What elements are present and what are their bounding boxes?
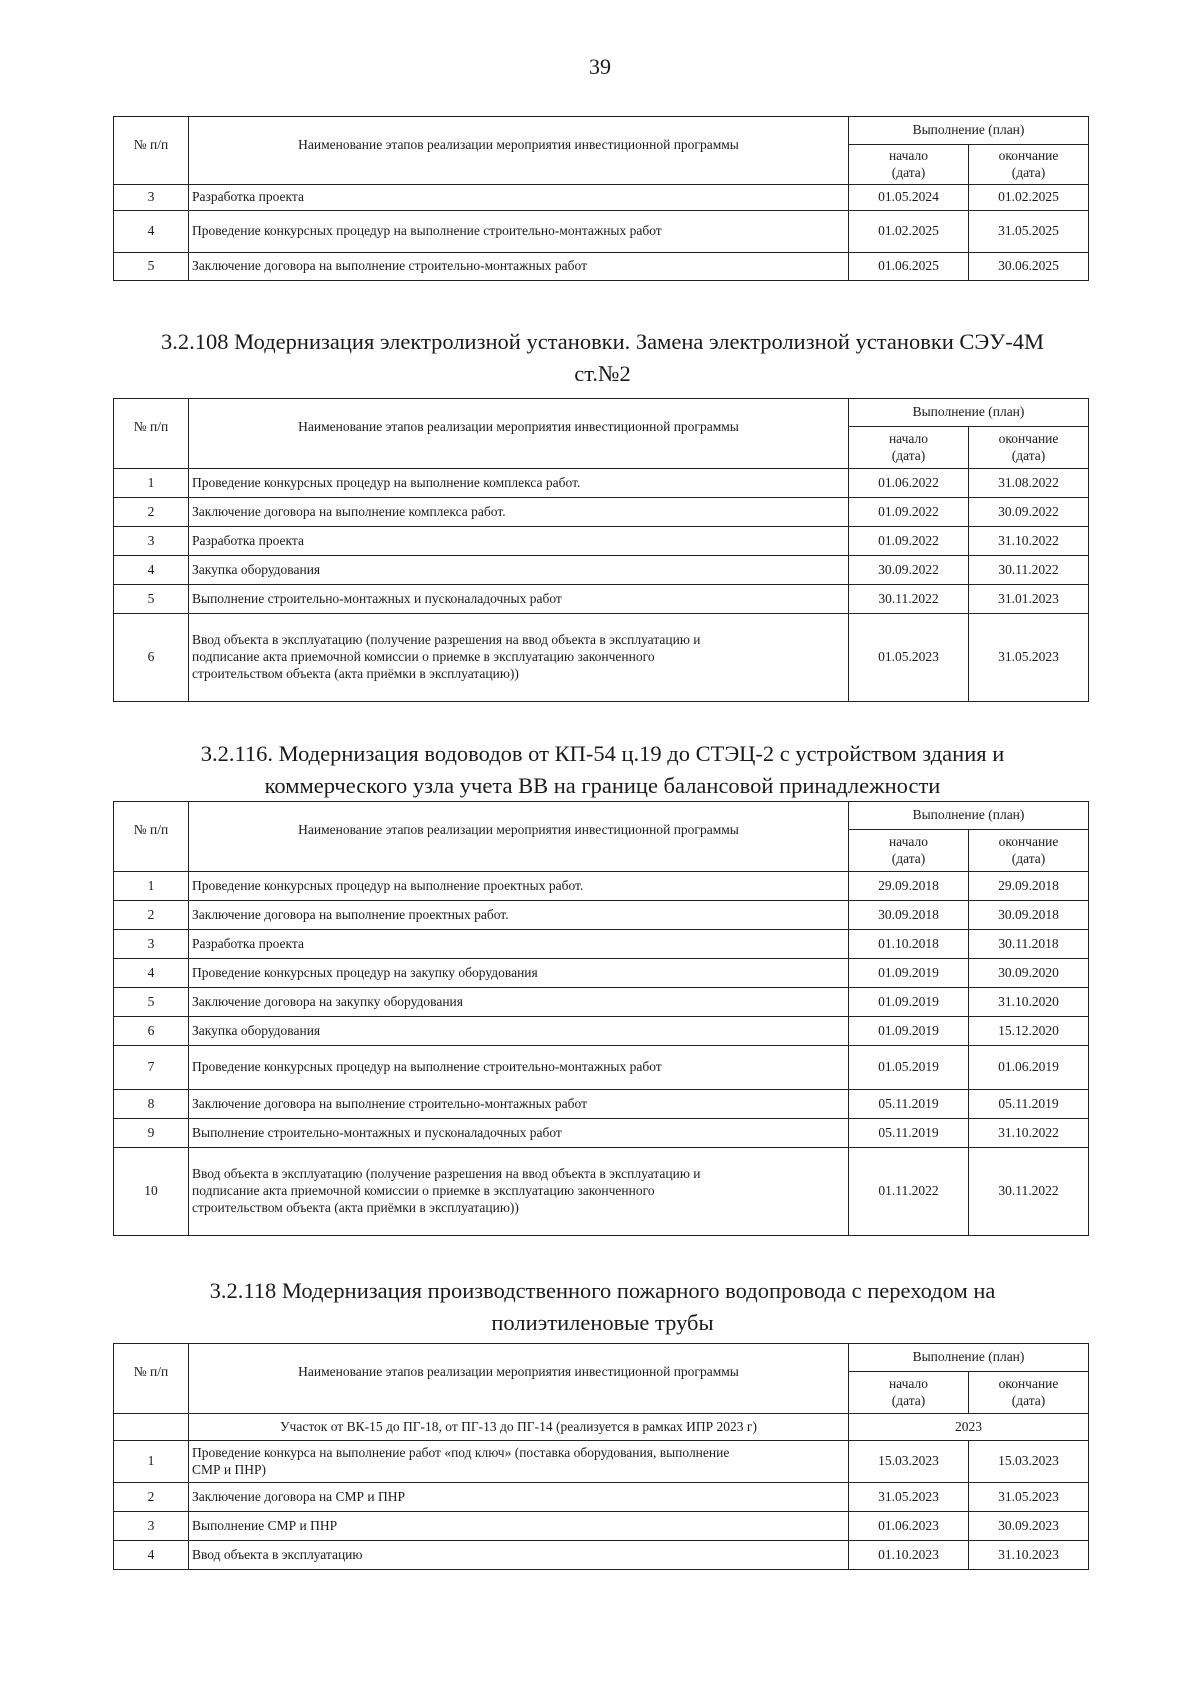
table-row: 3 Разработка проекта 01.05.2024 01.02.2025 [114, 185, 1089, 211]
subheader-name: Участок от ВК-15 до ПГ-18, от ПГ-13 до ПГ-14 (реализуется в рамках ИПР 2023 г) [189, 1414, 849, 1441]
header-num: № п/п [114, 399, 189, 469]
header-start: начало (дата) [849, 1372, 969, 1414]
table-row: 6 Ввод объекта в эксплуатацию (получение разрешения на ввод объекта в эксплуатацию и подписание акта приемочной комиссии о приемке в эксплуатацию законченного строительством объекта (акта приёмки в эксплуатацию)) 01.05.2023 31.05.2023 [114, 614, 1089, 702]
table-row: 5 Заключение договора на закупку оборудования 01.09.2019 31.10.2020 [114, 988, 1089, 1017]
table-row: 7 Проведение конкурсных процедур на выполнение строительно-монтажных работ 01.05.2019 01.06.2019 [114, 1046, 1089, 1090]
table-row: 8 Заключение договора на выполнение строительно-монтажных работ 05.11.2019 05.11.2019 [114, 1090, 1089, 1119]
table-row: 10 Ввод объекта в эксплуатацию (получение разрешения на ввод объекта в эксплуатацию и подписание акта приемочной комиссии о приемке в эксплуатацию законченного строительством объекта (акта приёмки в эксплуатацию)) 01.11.2022 30.11.2022 [114, 1148, 1089, 1236]
header-name: Наименование этапов реализации мероприятия инвестиционной программы [189, 802, 849, 872]
header-num: № п/п [114, 1344, 189, 1414]
table-row: 3 Выполнение СМР и ПНР 01.06.2023 30.09.2023 [114, 1512, 1089, 1541]
section-title-3-2-108: 3.2.108 Модернизация электролизной установки. Замена электролизной установки СЭУ-4М ст.№2 [161, 329, 1044, 386]
table-row: 5 Выполнение строительно-монтажных и пусконаладочных работ 30.11.2022 31.01.2023 [114, 585, 1089, 614]
table-row: 1 Проведение конкурса на выполнение работ «под ключ» (поставка оборудования, выполнение СМР и ПНР) 15.03.2023 15.03.2023 [114, 1441, 1089, 1483]
table-row: 4 Ввод объекта в эксплуатацию 01.10.2023 31.10.2023 [114, 1541, 1089, 1570]
table-row: 6 Закупка оборудования 01.09.2019 15.12.2020 [114, 1017, 1089, 1046]
stages-table-1 [113, 116, 1089, 281]
subheader-year: 2023 [849, 1414, 1089, 1441]
page-number: 39 [589, 54, 611, 79]
table-row: 9 Выполнение строительно-монтажных и пусконаладочных работ 05.11.2019 31.10.2022 [114, 1119, 1089, 1148]
table-row: 2 Заключение договора на СМР и ПНР 31.05.2023 31.05.2023 [114, 1483, 1089, 1512]
header-name: Наименование этапов реализации мероприятия инвестиционной программы [189, 1344, 849, 1414]
header-start: начало (дата) [849, 427, 969, 469]
header-start: начало (дата) [849, 145, 969, 185]
header-exec: Выполнение (план) [849, 802, 1089, 830]
subheader-row [114, 1414, 1089, 1441]
table-row: 3 Разработка проекта 01.09.2022 31.10.2022 [114, 527, 1089, 556]
header-num: № п/п [114, 117, 189, 185]
table-row: 4 Проведение конкурсных процедур на закупку оборудования 01.09.2019 30.09.2020 [114, 959, 1089, 988]
header-exec: Выполнение (план) [849, 117, 1089, 145]
stages-table-3 [113, 801, 1089, 1236]
stages-table-2 [113, 398, 1089, 702]
header-end: окончание (дата) [969, 1372, 1089, 1414]
header-num: № п/п [114, 802, 189, 872]
header-name: Наименование этапов реализации мероприятия инвестиционной программы [189, 399, 849, 469]
table-row: 3 Разработка проекта 01.10.2018 30.11.2018 [114, 930, 1089, 959]
table-row: 2 Заключение договора на выполнение комплекса работ. 01.09.2022 30.09.2022 [114, 498, 1089, 527]
table-row: 1 Проведение конкурсных процедур на выполнение комплекса работ. 01.06.2022 31.08.2022 [114, 469, 1089, 498]
header-end: окончание (дата) [969, 145, 1089, 185]
stages-table-4 [113, 1343, 1089, 1570]
section-title-3-2-118: 3.2.118 Модернизация производственного пожарного водопровода с переходом на полиэтиленовые трубы [209, 1278, 996, 1335]
header-start: начало (дата) [849, 830, 969, 872]
header-end: окончание (дата) [969, 427, 1089, 469]
table-row: 4 Проведение конкурсных процедур на выполнение строительно-монтажных работ 01.02.2025 31.05.2025 [114, 211, 1089, 253]
header-exec: Выполнение (план) [849, 1344, 1089, 1372]
table-row: 5 Заключение договора на выполнение строительно-монтажных работ 01.06.2025 30.06.2025 [114, 253, 1089, 281]
table-row: 4 Закупка оборудования 30.09.2022 30.11.2022 [114, 556, 1089, 585]
header-exec: Выполнение (план) [849, 399, 1089, 427]
section-title-3-2-116: 3.2.116. Модернизация водоводов от КП-54 ц.19 до СТЭЦ-2 с устройством здания и коммерческого узла учета ВВ на границе балансовой принадлежности [200, 741, 1005, 798]
header-end: окончание (дата) [969, 830, 1089, 872]
header-name: Наименование этапов реализации мероприятия инвестиционной программы [189, 117, 849, 185]
table-row: 1 Проведение конкурсных процедур на выполнение проектных работ. 29.09.2018 29.09.2018 [114, 872, 1089, 901]
table-row: 2 Заключение договора на выполнение проектных работ. 30.09.2018 30.09.2018 [114, 901, 1089, 930]
